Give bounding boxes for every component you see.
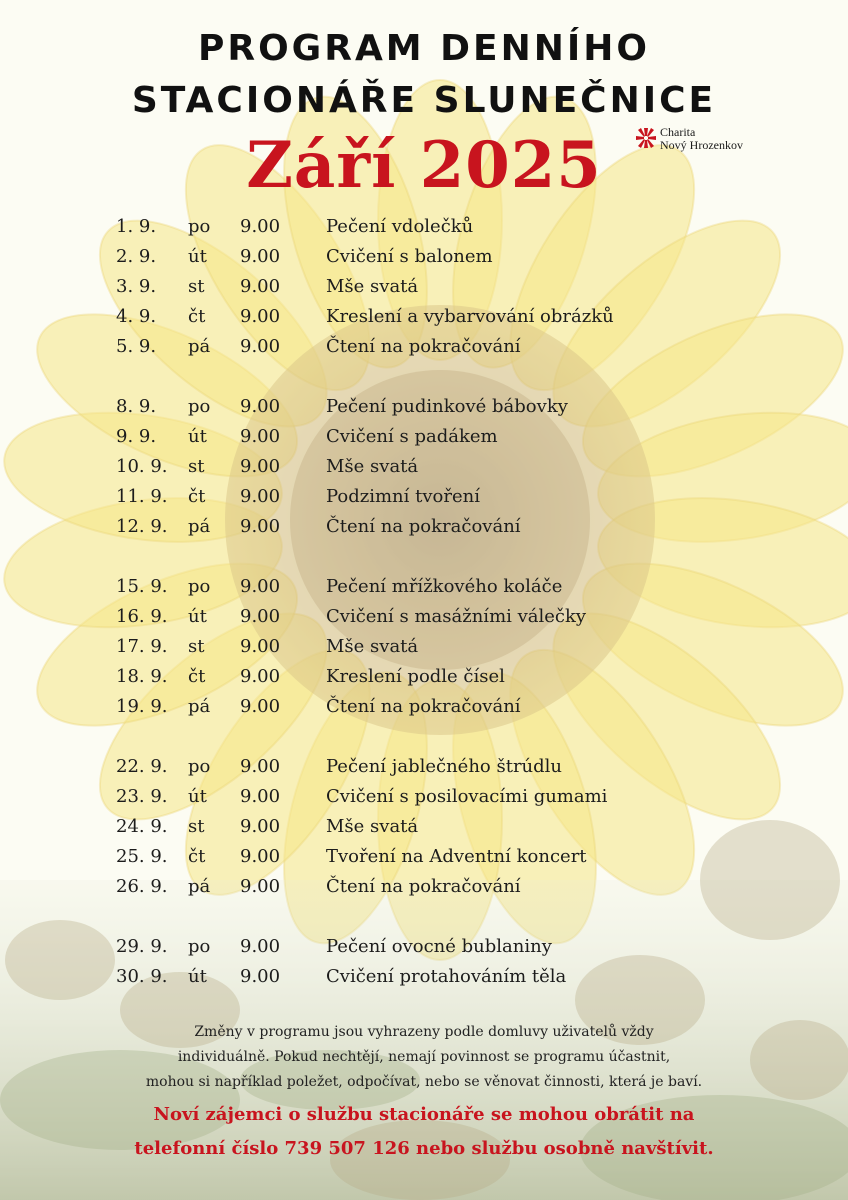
schedule-row bbox=[0, 782, 848, 812]
schedule-activity: Cvičení s padákem bbox=[326, 426, 498, 447]
schedule-date: 17. 9. bbox=[116, 636, 168, 657]
schedule-day: po bbox=[188, 216, 211, 237]
schedule-day: čt bbox=[188, 846, 206, 867]
schedule-day: po bbox=[188, 936, 211, 957]
schedule-day: po bbox=[188, 396, 211, 417]
schedule-time: 9.00 bbox=[240, 276, 281, 297]
schedule-time: 9.00 bbox=[240, 846, 281, 867]
schedule-time: 9.00 bbox=[240, 876, 281, 897]
schedule-time: 9.00 bbox=[240, 696, 281, 717]
page-title-line2: STACIONÁŘE SLUNEČNICE bbox=[131, 80, 717, 121]
schedule-day: pá bbox=[188, 516, 211, 537]
schedule-day: čt bbox=[188, 306, 206, 327]
schedule-date: 2. 9. bbox=[116, 246, 157, 267]
schedule-time: 9.00 bbox=[240, 426, 281, 447]
schedule-date: 10. 9. bbox=[116, 456, 168, 477]
schedule-row bbox=[0, 872, 848, 902]
schedule-row bbox=[0, 962, 848, 992]
schedule-row bbox=[0, 932, 848, 962]
schedule-time: 9.00 bbox=[240, 966, 281, 987]
schedule-time: 9.00 bbox=[240, 216, 281, 237]
page-title-line1: PROGRAM DENNÍHO bbox=[197, 28, 651, 69]
schedule-activity: Tvoření na Adventní koncert bbox=[326, 846, 587, 867]
schedule-activity: Cvičení s balonem bbox=[326, 246, 493, 267]
schedule-date: 30. 9. bbox=[116, 966, 168, 987]
schedule-activity: Pečení ovocné bublaniny bbox=[326, 936, 552, 957]
schedule-date: 3. 9. bbox=[116, 276, 157, 297]
schedule-time: 9.00 bbox=[240, 756, 281, 777]
schedule-row bbox=[0, 332, 848, 362]
schedule-date: 25. 9. bbox=[116, 846, 168, 867]
schedule-day: pá bbox=[188, 876, 211, 897]
schedule-row bbox=[0, 392, 848, 422]
schedule-activity: Čtení na pokračování bbox=[326, 336, 521, 357]
schedule-day: út bbox=[188, 786, 207, 807]
schedule-date: 26. 9. bbox=[116, 876, 168, 897]
schedule-day: út bbox=[188, 966, 207, 987]
schedule-day: st bbox=[188, 636, 205, 657]
contact-line1: Noví zájemci o službu stacionáře se mohou obrátit na bbox=[153, 1104, 695, 1125]
schedule-activity: Čtení na pokračování bbox=[326, 696, 521, 717]
schedule-row bbox=[0, 512, 848, 542]
schedule-time: 9.00 bbox=[240, 666, 281, 687]
schedule-day: pá bbox=[188, 336, 211, 357]
schedule-date: 22. 9. bbox=[116, 756, 168, 777]
schedule-day: st bbox=[188, 276, 205, 297]
schedule-activity: Čtení na pokračování bbox=[326, 876, 521, 897]
schedule-activity: Kreslení podle čísel bbox=[326, 666, 505, 687]
schedule-activity: Pečení jablečného štrúdlu bbox=[326, 756, 563, 777]
schedule-row bbox=[0, 452, 848, 482]
schedule-date: 16. 9. bbox=[116, 606, 168, 627]
logo-text-line1: Charita bbox=[660, 125, 696, 139]
schedule-time: 9.00 bbox=[240, 456, 281, 477]
schedule-activity: Kreslení a vybarvování obrázků bbox=[326, 306, 614, 327]
schedule-activity: Pečení pudinkové bábovky bbox=[326, 396, 568, 417]
schedule-activity: Podzimní tvoření bbox=[326, 486, 480, 507]
schedule-time: 9.00 bbox=[240, 576, 281, 597]
schedule-time: 9.00 bbox=[240, 936, 281, 957]
schedule-activity: Mše svatá bbox=[326, 636, 419, 657]
schedule-day: po bbox=[188, 756, 211, 777]
schedule-day: čt bbox=[188, 486, 206, 507]
schedule-time: 9.00 bbox=[240, 246, 281, 267]
schedule-date: 12. 9. bbox=[116, 516, 168, 537]
schedule-date: 9. 9. bbox=[116, 426, 157, 447]
schedule-activity: Cvičení s masážními válečky bbox=[326, 606, 587, 627]
schedule-row bbox=[0, 242, 848, 272]
month-heading: Září 2025 bbox=[246, 128, 602, 203]
schedule-day: pá bbox=[188, 696, 211, 717]
schedule-row bbox=[0, 602, 848, 632]
schedule-row bbox=[0, 662, 848, 692]
schedule-activity: Pečení mřížkového koláče bbox=[326, 576, 563, 597]
schedule-date: 5. 9. bbox=[116, 336, 157, 357]
schedule-row bbox=[0, 752, 848, 782]
schedule-date: 18. 9. bbox=[116, 666, 168, 687]
schedule-day: út bbox=[188, 606, 207, 627]
schedule-time: 9.00 bbox=[240, 816, 281, 837]
schedule-row bbox=[0, 692, 848, 722]
schedule-activity: Cvičení protahováním těla bbox=[326, 966, 567, 987]
schedule-row bbox=[0, 842, 848, 872]
schedule-time: 9.00 bbox=[240, 306, 281, 327]
schedule-date: 4. 9. bbox=[116, 306, 157, 327]
schedule-date: 15. 9. bbox=[116, 576, 168, 597]
schedule-activity: Cvičení s posilovacími gumami bbox=[326, 786, 608, 807]
schedule-activity: Pečení vdolečků bbox=[326, 216, 474, 237]
schedule-row bbox=[0, 272, 848, 302]
schedule-row bbox=[0, 212, 848, 242]
schedule-row bbox=[0, 812, 848, 842]
schedule-activity: Mše svatá bbox=[326, 816, 419, 837]
schedule-time: 9.00 bbox=[240, 336, 281, 357]
schedule-row bbox=[0, 422, 848, 452]
schedule-day: čt bbox=[188, 666, 206, 687]
note-line2: individuálně. Pokud nechtějí, nemají povinnost se programu účastnit, bbox=[177, 1049, 671, 1065]
schedule-date: 24. 9. bbox=[116, 816, 168, 837]
schedule-date: 29. 9. bbox=[116, 936, 168, 957]
logo-text-line2: Nový Hrozenkov bbox=[660, 138, 743, 152]
schedule-activity: Mše svatá bbox=[326, 276, 419, 297]
schedule-day: út bbox=[188, 246, 207, 267]
charita-logo bbox=[636, 126, 776, 156]
schedule-time: 9.00 bbox=[240, 606, 281, 627]
schedule-day: st bbox=[188, 816, 205, 837]
schedule-activity: Mše svatá bbox=[326, 456, 419, 477]
schedule-date: 23. 9. bbox=[116, 786, 168, 807]
schedule-date: 8. 9. bbox=[116, 396, 157, 417]
schedule-date: 19. 9. bbox=[116, 696, 168, 717]
schedule-time: 9.00 bbox=[240, 486, 281, 507]
schedule-row bbox=[0, 572, 848, 602]
schedule-time: 9.00 bbox=[240, 636, 281, 657]
schedule-row bbox=[0, 632, 848, 662]
schedule-day: st bbox=[188, 456, 205, 477]
schedule-day: út bbox=[188, 426, 207, 447]
schedule-date: 1. 9. bbox=[116, 216, 157, 237]
schedule-activity: Čtení na pokračování bbox=[326, 516, 521, 537]
schedule-row bbox=[0, 482, 848, 512]
schedule-row bbox=[0, 302, 848, 332]
contact-line2: telefonní číslo 739 507 126 nebo službu osobně navštívit. bbox=[134, 1138, 714, 1159]
schedule-time: 9.00 bbox=[240, 786, 281, 807]
schedule-time: 9.00 bbox=[240, 516, 281, 537]
schedule-time: 9.00 bbox=[240, 396, 281, 417]
charita-cross-icon bbox=[636, 128, 656, 148]
note-line1: Změny v programu jsou vyhrazeny podle domluvy uživatelů vždy bbox=[194, 1024, 654, 1040]
schedule-day: po bbox=[188, 576, 211, 597]
schedule-date: 11. 9. bbox=[116, 486, 168, 507]
note-line3: mohou si například poležet, odpočívat, nebo se věnovat činnosti, která je baví. bbox=[145, 1074, 703, 1090]
